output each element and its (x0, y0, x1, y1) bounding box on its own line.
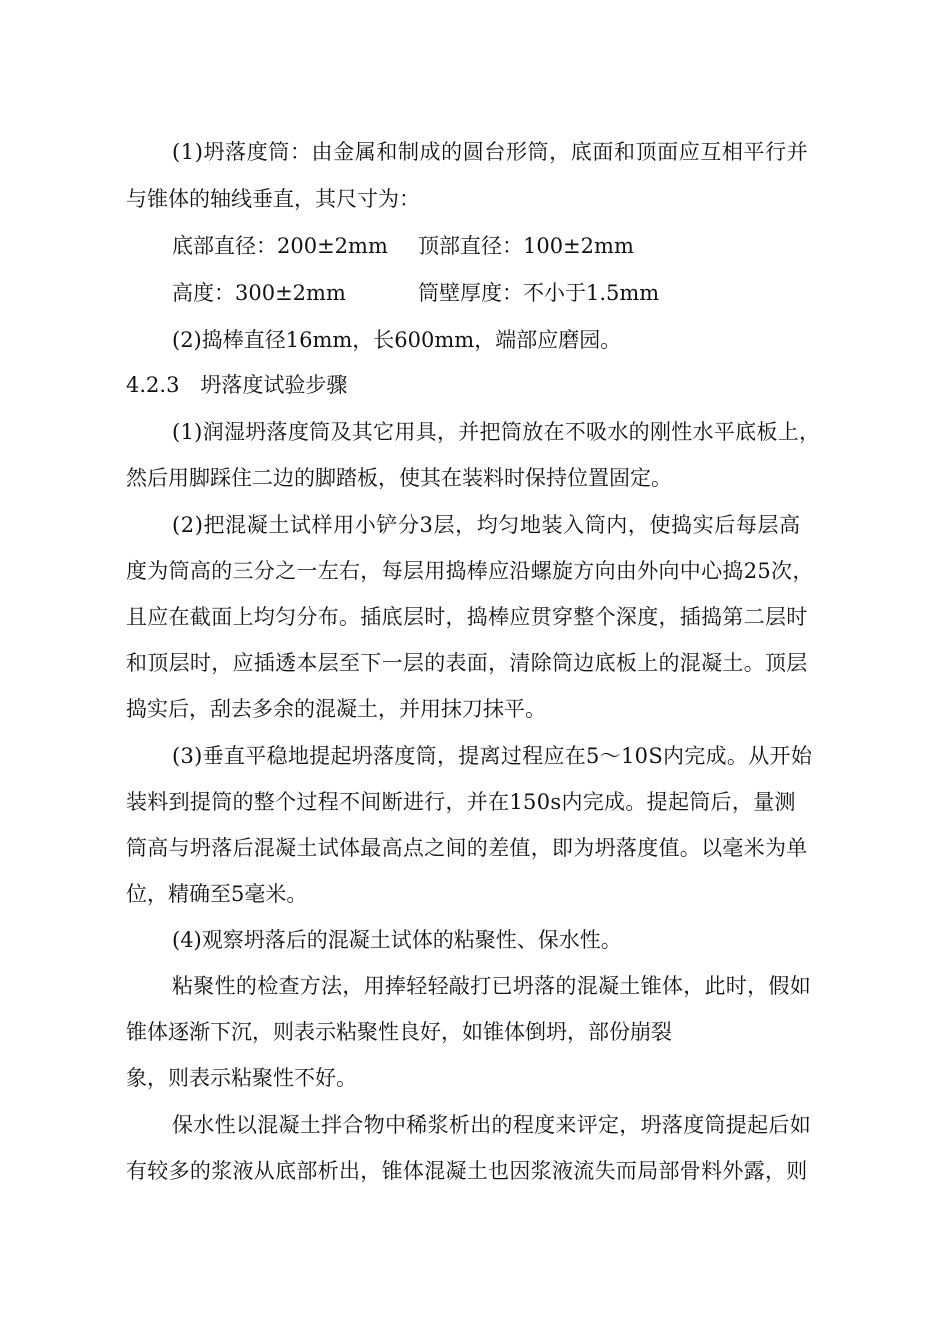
step-1-line-2: 然后用脚踩住二边的脚踏板，使其在装料时保持位置固定。 (126, 466, 672, 490)
para-1-line-1: (1)坍落度筒：由金属和制成的圆台形筒，底面和顶面应互相平行并 (172, 140, 809, 164)
dim-height: 高度：300±2mm (172, 281, 346, 305)
step-2-line-3: 且应在截面上均匀分布。插底层时，捣棒应贯穿整个深度，插捣第二层时 (126, 605, 808, 629)
step-2-line-5: 捣实后，刮去多余的混凝土，并用抹刀抹平。 (126, 697, 546, 721)
step-2-line-2: 度为筒高的三分之一左右，每层用捣棒应沿螺旋方向由外向中心捣25次， (126, 559, 814, 583)
step-3-line-3: 筒高与坍落后混凝土试体最高点之间的差值，即为坍落度值。以毫米为单 (126, 836, 808, 860)
water-retention-line-2: 有较多的浆液从底部析出，锥体混凝土也因浆液流失而局部骨料外露，则 (126, 1159, 808, 1183)
step-1-line-1: (1)润湿坍落度筒及其它用具，并把筒放在不吸水的刚性水平底板上， (172, 420, 821, 444)
para-2: (2)捣棒直径16mm，长600mm，端部应磨园。 (172, 328, 622, 352)
step-3-line-2: 装料到提筒的整个过程不间断进行，并在150s内完成。提起筒后，量测 (126, 790, 796, 814)
dim-bottom-diameter: 底部直径：200±2mm (172, 234, 388, 258)
step-4-line-1: (4)观察坍落后的混凝土试体的粘聚性、保水性。 (172, 928, 622, 952)
dim-top-diameter: 顶部直径：100±2mm (418, 234, 634, 258)
para-1-line-2: 与锥体的轴线垂直，其尺寸为： (126, 187, 420, 211)
water-retention-line-1: 保水性以混凝土拌合物中稀浆析出的程度来评定，坍落度筒提起后如 (172, 1113, 811, 1137)
step-3-line-4: 位，精确至5毫米。 (126, 882, 308, 906)
dim-wall-thickness: 筒壁厚度：不小于1.5mm (418, 281, 660, 305)
cohesion-line-3: 象，则表示粘聚性不好。 (126, 1066, 357, 1090)
cohesion-line-1: 粘聚性的检查方法，用捧轻轻敲打已坍落的混凝土锥体，此时，假如 (172, 974, 811, 998)
cohesion-line-2: 锥体逐渐下沉，则表示粘聚性良好，如锥体倒坍，部份崩裂 (126, 1020, 672, 1044)
step-2-line-4: 和顶层时，应插透本层至下一层的表面，清除筒边底板上的混凝土。顶层 (126, 651, 808, 675)
step-2-line-1: (2)把混凝土试样用小铲分3层，均匀地装入筒内，使捣实后每层高 (172, 513, 801, 537)
section-heading: 4.2.3 坍落度试验步骤 (126, 373, 348, 397)
step-3-line-1: (3)垂直平稳地提起坍落度筒，提离过程应在5～10S内完成。从开始 (172, 744, 813, 768)
